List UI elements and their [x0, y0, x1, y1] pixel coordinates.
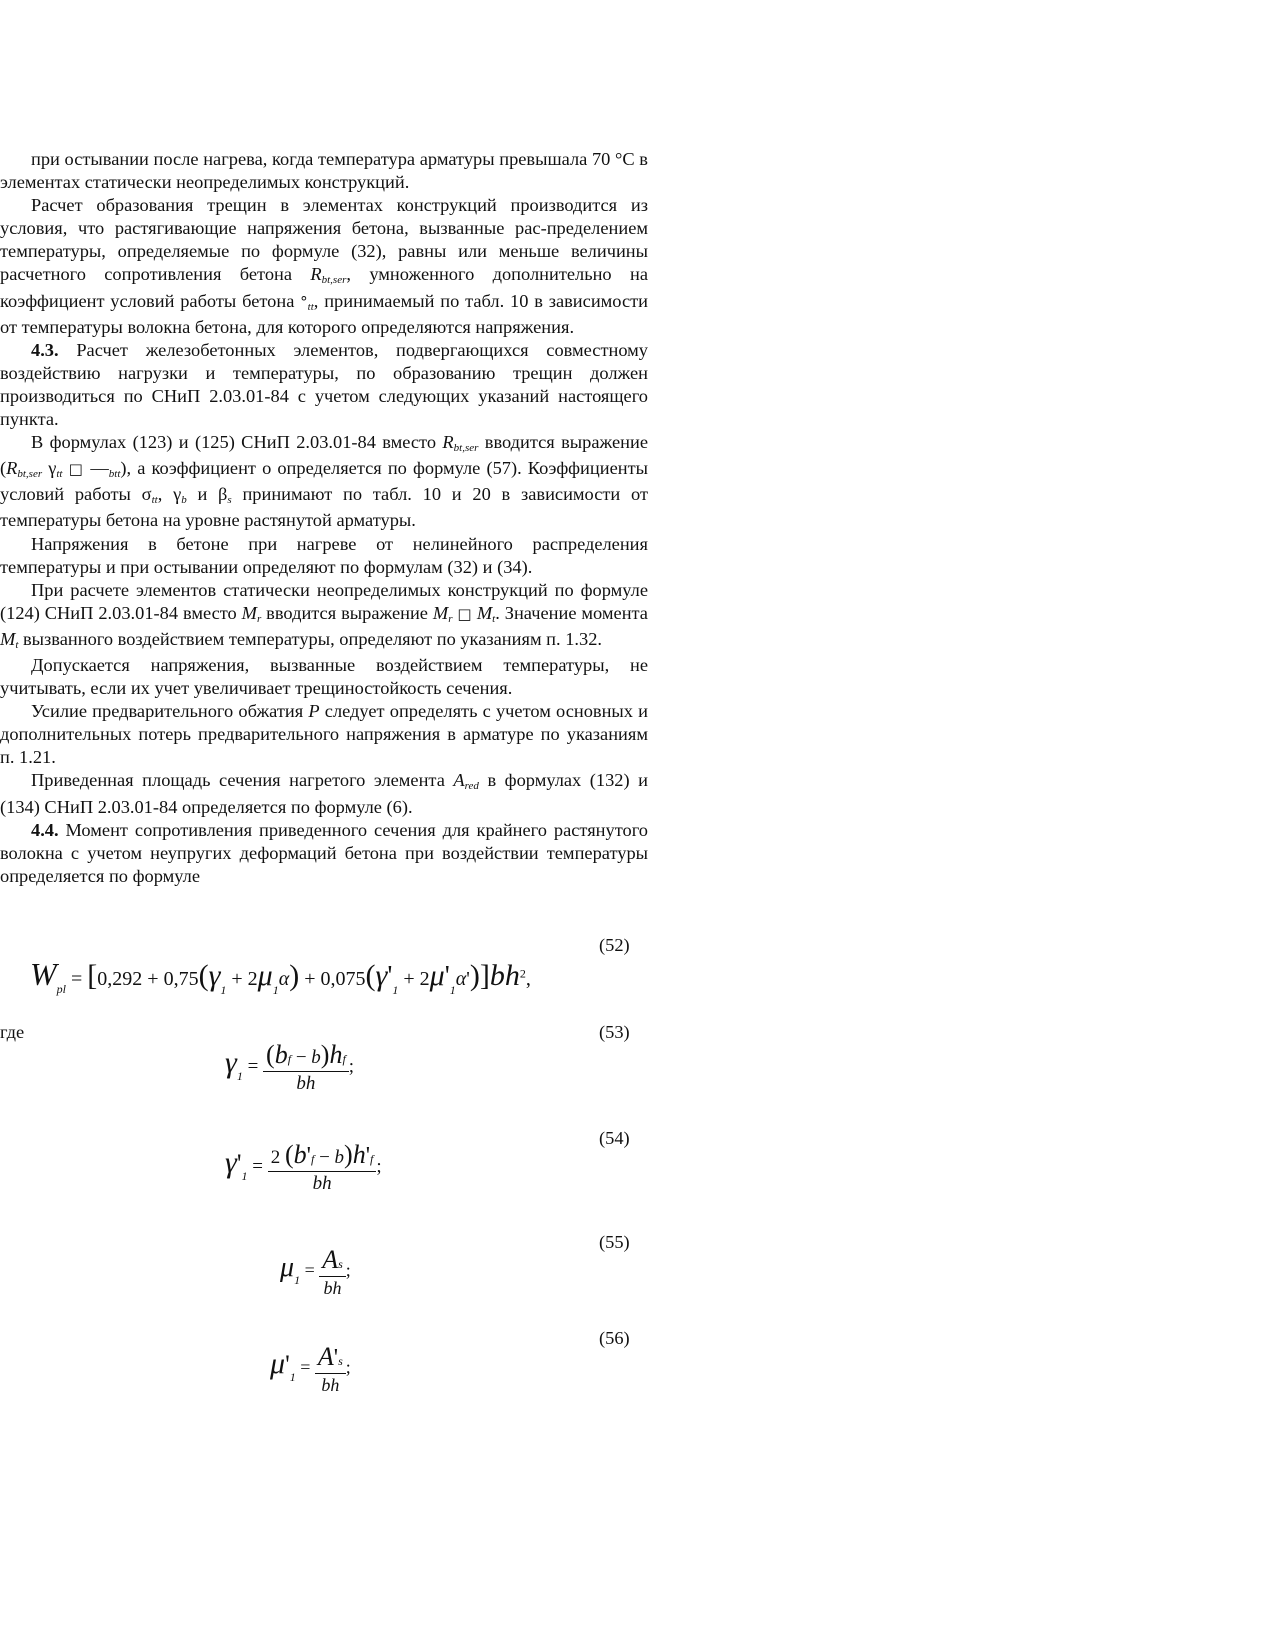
paragraph: 4.4. Момент сопротивления приведенного сечения для крайнего растянутого волокна с учетом неупругих деформаций бетона при воздействии температуры определяется по формуле	[0, 819, 648, 886]
formula-54: $\gamma'_1$ = $\frac{2 (b'f - b)h'f}{bh}$ ;	[225, 1140, 382, 1194]
formula-52: $W_{pl} = [0,292 + 0,75(\gamma_1 + 2\mu_1\alpha) + 0,075(\gamma'_1 + 2\mu'_1\alpha')]bh^2$,	[30, 956, 531, 997]
paragraph: Допускается напряжения, вызванные воздействием температуры, не учитывать, если их учет увеличивает трещиностойкость сечения.	[0, 654, 648, 699]
equation-number-52: (52)	[599, 935, 630, 955]
formula-55: $\mu_1$ = $\frac{As}{bh}$ ;	[280, 1245, 351, 1298]
paragraph: Приведенная площадь сечения нагретого элемента Ared в формулах (132) и (134) СНиП 2.03.01-84 определяется по формуле (6).	[0, 770, 649, 817]
paragraph: при остывании после нагрева, когда температура арматуры превышала 70 °С в элементах статически неопределимых конструкций.	[0, 149, 648, 193]
paragraph: Расчет образования трещин в элементах конструкций производится из условия, что растягивающие напряжения бетона, вызванные рас-пределением температуры, определяемые по формуле (32), равны или меньше величины расчетного сопротивления бетона Rbt,ser, умноженного дополнительно на коэффициент условий работы бетона °tt, принимаемый по табл. 10 в зависимости от температуры волокна бетона, для которого определяются напряжения.	[0, 195, 648, 337]
paragraph: При расчете элементов статически неопределимых конструкций по формуле (124) СНиП 2.03.01-84 вместо Mr вводится выражение Mr □ Mt. Значение момента Mt вызванного воздействием температуры, определяют по указаниям п. 1.32.	[0, 579, 648, 651]
paragraph: В формулах (123) и (125) СНиП 2.03.01-84 вместо Rbt,ser вводится выражение (Rbt,ser γtt □ —btt), а коэффициент о определяется по формуле (57). Коэффициенты условий работы σtt, γb и βs принимают по табл. 10 и 20 в зависимости от температуры бетона на уровне растянутой арматуры.	[0, 432, 648, 531]
equation-number-55: (55)	[599, 1232, 630, 1252]
equation-number-53: (53)	[599, 1022, 630, 1042]
formula-56: $\mu'_1$ = $\frac{A's}{bh}$ ;	[270, 1342, 351, 1395]
equation-number-54: (54)	[599, 1128, 630, 1148]
paragraph: Усилие предварительного обжатия P следует определять с учетом основных и дополнительных потерь предварительного напряжения в арматуре по указаниям п. 1.21.	[0, 701, 648, 768]
paragraph: 4.3. Расчет железобетонных элементов, подвергающихся совместному воздействию нагрузки и температуры, по образованию трещин должен производиться по СНиП 2.03.01-84 с учетом следующих указаний настоящего пункта.	[0, 339, 648, 430]
body-text	[0, 148, 648, 888]
coef-2: 0,75	[163, 968, 199, 990]
where-label: где	[0, 1022, 25, 1042]
coef-3: 0,075	[320, 968, 366, 990]
equation-number-56: (56)	[599, 1328, 630, 1348]
paragraph: Напряжения в бетоне при нагреве от нелинейного распределения температуры и при остывании определяют по формулам (32) и (34).	[0, 533, 648, 577]
coef-1: 0,292	[97, 968, 143, 990]
formula-53: $\gamma_1$ = $\frac{(bf - b)hf}{bh}$ ;	[225, 1040, 355, 1094]
